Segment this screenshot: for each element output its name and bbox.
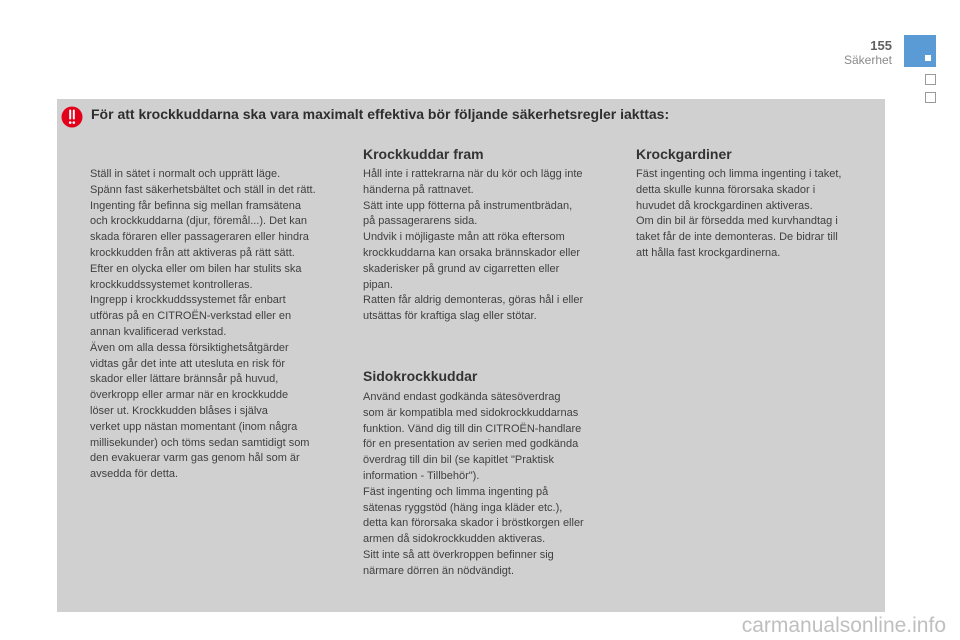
text-line: information - Tillbehör"). xyxy=(363,469,480,482)
general-rules-text xyxy=(90,167,345,483)
text-line: Fäst ingenting och limma ingenting på xyxy=(363,485,549,498)
text-line: och krockkuddarna (djur, föremål...). Det kan xyxy=(90,215,308,228)
text-line: Ingenting får befinna sig mellan framsätena xyxy=(90,199,301,212)
text-line: den evakuerar varm gas genom hål som är xyxy=(90,452,300,465)
exclamation-icon xyxy=(61,106,83,128)
section-tab-active[interactable] xyxy=(904,35,936,67)
text-line: armen då sidokrockkudden aktiveras. xyxy=(363,533,546,546)
text-line: Efter en olycka eller om bilen har stulits ska xyxy=(90,262,302,275)
text-line: krockkuddssystemet kontrolleras. xyxy=(90,278,253,291)
text-line: närmare dörren än nödvändigt. xyxy=(363,564,515,577)
text-line: Ingrepp i krockkuddssystemet får enbart xyxy=(90,294,286,307)
text-line: händerna på rattnavet. xyxy=(363,183,474,196)
text-line: millisekunder) och töms sedan samtidigt som xyxy=(90,436,310,449)
text-line: Undvik i möjligaste mån att röka eftersom xyxy=(363,231,565,244)
text-line: krockkuddarna kan orsaka brännskador eller xyxy=(363,246,581,259)
text-line: skador eller lättare brännsår på huvud, xyxy=(90,373,279,386)
section-tab[interactable] xyxy=(925,92,936,103)
text-line: vidtas går det inte att utesluta en risk för xyxy=(90,357,286,370)
watermark: carmanualsonline.info xyxy=(741,614,946,637)
text-line: för en presentation av serien med godkända xyxy=(363,438,579,451)
warning-title: För att krockkuddarna ska vara maximalt effektiva bör följande säkerhetsregler iakttas: xyxy=(91,106,670,122)
krockgardiner-text xyxy=(636,167,871,262)
section-name: Säkerhet xyxy=(843,53,892,67)
text-line: skaderisker på grund av cigarretten eller xyxy=(363,262,560,275)
text-line: huvudet då krockgardinen aktiveras. xyxy=(636,199,813,212)
text-line: Spänn fast säkerhetsbältet och ställ in det rätt. xyxy=(90,183,316,196)
text-line: Sitt inte så att överkroppen befinner sig xyxy=(363,548,554,561)
text-line: sätenas ryggstöd (häng inga kläder etc.), xyxy=(363,501,563,514)
text-line: Ställ in sätet i normalt och upprätt läge. xyxy=(90,168,281,180)
text-line: utsättas för kraftiga slag eller stötar. xyxy=(363,310,537,323)
text-line: Ratten får aldrig demonteras, göras hål i eller xyxy=(363,294,584,307)
text-line: att hålla fast krockgardinerna. xyxy=(636,246,781,259)
text-line: detta skulle kunna förorsaka skador i xyxy=(636,183,816,196)
section-tab[interactable] xyxy=(925,74,936,85)
text-line: detta kan förorsaka skador i bröstkorgen eller xyxy=(363,517,584,530)
text-line: överdrag till din bil (se kapitlet "Praktisk xyxy=(363,454,554,467)
text-line: krockkudden från att aktiveras på rätt sätt. xyxy=(90,246,295,259)
tab-marker-icon xyxy=(925,55,931,61)
text-line: på passagerarens sida. xyxy=(363,215,478,228)
krockkuddar-fram-text xyxy=(363,167,623,325)
page-number: 155 xyxy=(870,38,892,53)
text-line: Håll inte i rattekrarna när du kör och lägg inte xyxy=(363,168,583,180)
section-title-krockkuddar-fram: Krockkuddar fram xyxy=(363,146,484,162)
text-line: utföras på en CITROËN-verkstad eller en xyxy=(90,310,292,323)
sidokrockkuddar-text xyxy=(363,390,623,580)
text-line: som är kompatibla med sidokrockkuddarnas xyxy=(363,406,579,419)
section-title-krockgardiner: Krockgardiner xyxy=(636,146,732,162)
text-line: skada föraren eller passageraren eller hindra xyxy=(90,231,309,244)
text-line: avsedda för detta. xyxy=(90,468,179,481)
section-title-sidokrockkuddar: Sidokrockkuddar xyxy=(363,368,478,384)
text-line: Sätt inte upp fötterna på instrumentbrädan, xyxy=(363,199,573,212)
text-line: löser ut. Krockkudden blåses i själva xyxy=(90,404,268,417)
text-line: funktion. Vänd dig till din CITROËN-handlare xyxy=(363,422,582,435)
text-line: överkropp eller armar när en krockkudde xyxy=(90,389,289,402)
text-line: Fäst ingenting och limma ingenting i taket, xyxy=(636,168,842,180)
text-line: Även om alla dessa försiktighetsåtgärder xyxy=(90,341,289,354)
text-line: Använd endast godkända sätesöverdrag xyxy=(363,391,561,403)
text-line: verket upp nästan momentant (inom några xyxy=(90,420,298,433)
text-line: taket får de inte demonteras. De bidrar till xyxy=(636,231,838,244)
text-line: annan kvalificerad verkstad. xyxy=(90,325,227,338)
text-line: Om din bil är försedda med kurvhandtag i xyxy=(636,215,838,228)
text-line: pipan. xyxy=(363,278,393,291)
